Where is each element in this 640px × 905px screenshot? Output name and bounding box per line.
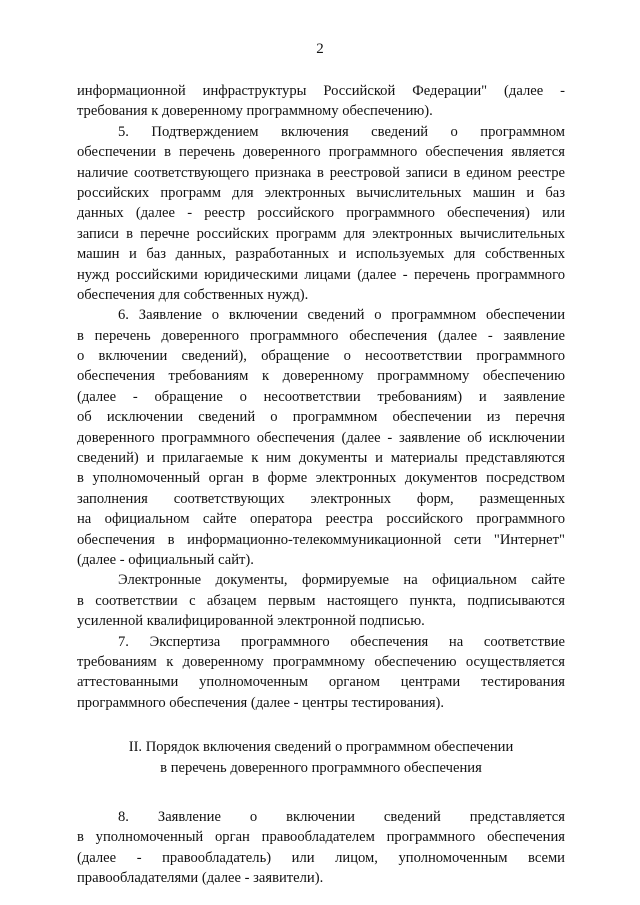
text-line: заполнения соответствующих электронных форм, размещенных <box>77 490 565 507</box>
text-line: (далее - обращение о несоответствии требованиям) и заявление <box>77 388 565 405</box>
spacer <box>77 713 565 737</box>
text-line: требованиям к доверенному программному обеспечению осуществляется <box>77 653 565 670</box>
text-line: требования к доверенному программному обеспечению). <box>77 103 433 120</box>
paragraph-electronic-docs-start: Электронные документы, формируемые на официальном сайте <box>118 572 565 589</box>
text-line: правообладателями (далее - заявители). <box>77 870 324 887</box>
text-line: машин и баз данных, разработанных и используемых для собственных <box>77 246 565 263</box>
paragraph-6-start: 6. Заявление о включении сведений о программном обеспечении <box>118 307 565 324</box>
text-line: (далее - официальный сайт). <box>77 551 254 568</box>
text-line: записи в перечне российских программ для электронных вычислительных <box>77 225 565 242</box>
paragraph-8-start: 8. Заявление о включении сведений представляется <box>118 808 565 825</box>
text-line: сведений) и прилагаемые к ним документы и материалы представляются <box>77 450 565 467</box>
text-line: доверенного программного обеспечения (далее - заявление об исключении <box>77 429 565 446</box>
text-line: российских программ для электронных вычислительных машин и баз <box>77 184 565 201</box>
text-line: об исключении сведений о программном обеспечении из перечня <box>77 409 565 426</box>
paragraph-7-start: 7. Экспертиза программного обеспечения на соответствие <box>118 633 565 650</box>
text-line: программного обеспечения (далее - центры тестирования). <box>77 694 445 711</box>
text-line: нужд российскими юридическими лицами (далее - перечень программного <box>77 266 565 283</box>
text-line: наличие соответствующего признака в реестровой записи в едином реестре <box>77 164 565 181</box>
paragraph-5-start: 5. Подтверждением включения сведений о программном <box>118 123 565 140</box>
text-line: в уполномоченный орган в форме электронных документов посредством <box>77 470 565 487</box>
text-line: на официальном сайте оператора реестра российского программного <box>77 511 565 528</box>
text-line: в уполномоченный орган правообладателем программного обеспечения <box>77 829 565 846</box>
text-line: обеспечении в перечень доверенного программного обеспечения является <box>77 144 565 161</box>
text-line: обеспечения требованиям к доверенному программному обеспечению <box>77 368 565 385</box>
text-line: о включении сведений), обращение о несоответствии программного <box>77 348 565 365</box>
text-line: обеспечения для собственных нужд). <box>77 286 309 303</box>
text-line: данных (далее - реестр российского программного обеспечения) или <box>77 205 565 222</box>
section-heading-line-1: II. Порядок включения сведений о программном обеспечении <box>128 739 514 756</box>
document-body <box>77 81 565 888</box>
text-line: информационной инфраструктуры Российской Федерации" (далее - <box>77 83 565 99</box>
page-number: 2 <box>316 41 324 57</box>
text-line: в соответствии с абзацем первым настоящего пункта, подписываются <box>77 592 565 609</box>
text-line: (далее - правообладатель) или лицом, уполномоченным всеми <box>77 849 565 866</box>
section-heading-line-2: в перечень доверенного программного обеспечения <box>160 759 482 776</box>
text-line: аттестованными уполномоченным органом центрами тестирования <box>77 674 565 691</box>
spacer <box>77 778 565 807</box>
text-line: в перечень доверенного программного обеспечения (далее - заявление <box>77 327 565 344</box>
text-line: усиленной квалифицированной электронной подписью. <box>77 613 425 630</box>
text-line: обеспечения в информационно-телекоммуникационной сети "Интернет" <box>77 531 565 548</box>
